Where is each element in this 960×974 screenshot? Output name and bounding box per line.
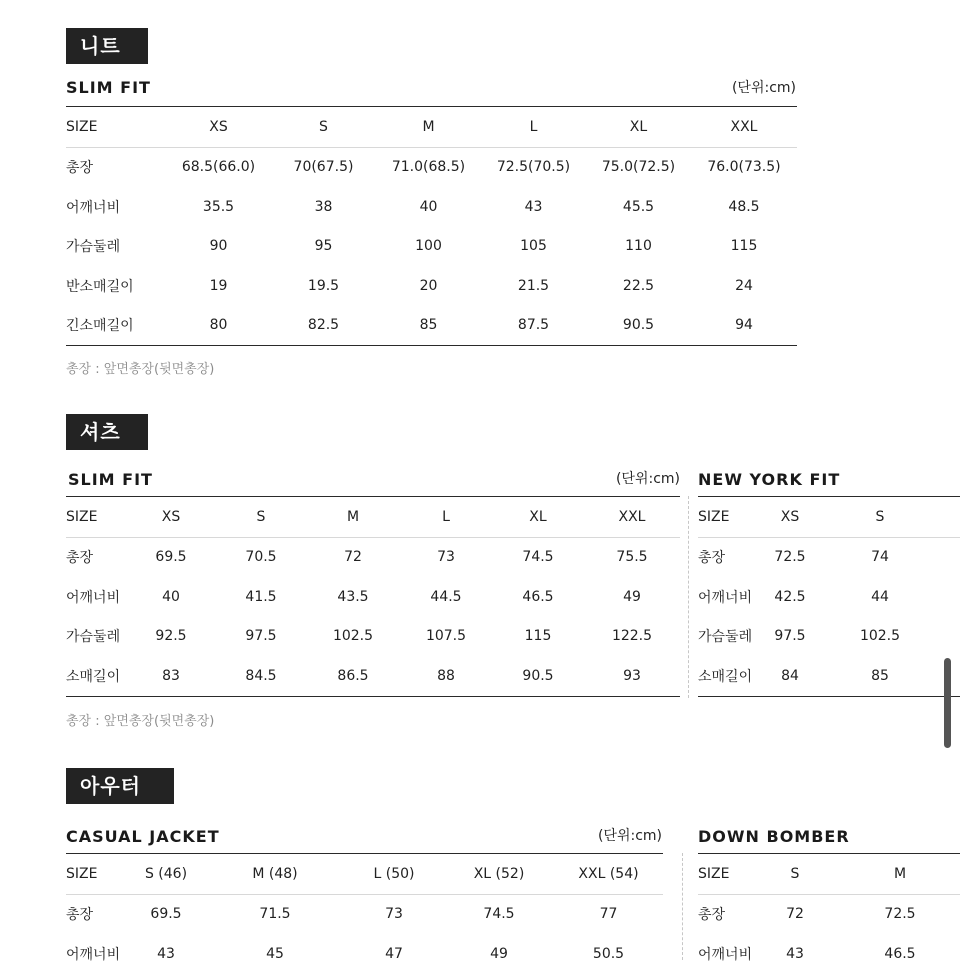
table-cell: 69.5 [155, 549, 187, 566]
table-cell: 43.5 [337, 588, 369, 605]
outer-casual-jacket-title: CASUAL JACKET [66, 827, 220, 846]
table-cell: 92.5 [155, 628, 187, 645]
header-cell: M [376, 107, 481, 148]
table-cell-partial [940, 617, 960, 657]
table-cell: 90 [209, 238, 228, 255]
header-cell: XS [166, 107, 271, 148]
header-cell: S [760, 854, 830, 895]
table-cell: 19 [209, 277, 228, 294]
table-cell: 35.5 [202, 198, 235, 215]
table-cell: 44 [871, 588, 889, 605]
knit-slim-fit-title: SLIM FIT [66, 78, 151, 97]
table-cell: 72 [344, 549, 362, 566]
row-label: 어깨너비 [66, 199, 121, 216]
row-label: 어깨너비 [66, 946, 121, 963]
table-cell: 72.5 [774, 549, 806, 566]
table-row [66, 187, 797, 227]
table-row [698, 934, 960, 974]
table-cell: 97.5 [774, 628, 806, 645]
table-cell-partial [940, 537, 960, 577]
table-cell: 88 [437, 667, 455, 684]
outer-down-bomber-title: DOWN BOMBER [698, 827, 850, 846]
table-cell: 84.5 [245, 667, 277, 684]
table-cell: 102.5 [332, 628, 374, 645]
table-cell: 73 [385, 906, 403, 923]
table-cell: 122.5 [611, 628, 653, 645]
row-label: 어깨너비 [698, 589, 753, 606]
header-cell: SIZE [698, 854, 760, 895]
table-cell: 21.5 [517, 277, 550, 294]
table-cell: 68.5(66.0) [181, 159, 256, 176]
table-cell: 48.5 [728, 198, 760, 215]
shirts-unit-label: (단위:cm) [615, 471, 680, 487]
header-cell: S [820, 497, 940, 538]
row-label: 총장 [698, 550, 726, 567]
table-header-row [66, 107, 797, 148]
table-cell: 44.5 [430, 588, 462, 605]
header-cell: L [481, 107, 586, 148]
header-cell: XL (52) [444, 854, 554, 895]
table-row [698, 656, 960, 696]
table-header-row [66, 854, 663, 895]
table-cell: 77 [599, 906, 618, 923]
table-cell: 80 [209, 317, 228, 334]
table-cell: 100 [415, 238, 442, 255]
header-cell: L [400, 497, 492, 538]
table-cell: 70(67.5) [293, 159, 354, 176]
table-cell: 43 [524, 198, 543, 215]
category-knit-label: 니트 [66, 28, 148, 64]
table-cell: 85 [419, 317, 438, 334]
table-cell: 38 [314, 198, 333, 215]
header-cell: M [830, 854, 960, 895]
outer-bomber-size-table [698, 853, 960, 974]
table-row [66, 227, 797, 267]
table-cell: 24 [735, 277, 753, 294]
shirts-slim-size-table [66, 496, 680, 697]
table-cell: 110 [625, 238, 652, 255]
table-cell: 85 [871, 667, 889, 684]
table-row [66, 306, 797, 346]
scrollbar-thumb[interactable] [944, 658, 951, 748]
knit-size-table [66, 106, 797, 346]
table-cell: 50.5 [592, 945, 625, 962]
row-label: 소매길이 [698, 668, 753, 685]
table-cell: 74.5 [483, 906, 515, 923]
table-cell: 107.5 [425, 628, 467, 645]
table-row [66, 617, 680, 657]
header-cell: S [271, 107, 376, 148]
outer-unit-label: (단위:cm) [597, 828, 662, 844]
header-cell: L (50) [344, 854, 444, 895]
table-cell: 46.5 [522, 588, 554, 605]
header-cell: XXL [584, 497, 680, 538]
table-cell: 42.5 [774, 588, 806, 605]
header-cell: SIZE [66, 107, 166, 148]
table-cell: 97.5 [245, 628, 277, 645]
category-shirts-label: 셔츠 [66, 414, 148, 450]
table-cell: 75.0(72.5) [601, 159, 676, 176]
table-cell: 45.5 [622, 198, 655, 215]
table-cell: 84 [781, 667, 799, 684]
header-cell: XXL [691, 107, 797, 148]
table-cell: 95 [314, 238, 333, 255]
table-cell: 70.5 [245, 549, 277, 566]
table-row [698, 577, 960, 617]
table-row [698, 617, 960, 657]
table-cell: 76.0(73.5) [707, 159, 781, 176]
table-row [698, 894, 960, 934]
row-label: 총장 [66, 907, 94, 924]
column-divider [688, 496, 689, 698]
table-cell: 94 [735, 317, 753, 334]
shirts-new-york-fit-title: NEW YORK FIT [698, 470, 841, 489]
header-cell: XL [492, 497, 584, 538]
table-cell: 90.5 [522, 667, 554, 684]
table-cell: 71.5 [259, 906, 291, 923]
category-outer-label: 아우터 [66, 768, 174, 804]
table-cell: 71.0(68.5) [391, 159, 466, 176]
table-header-row [698, 497, 960, 538]
table-cell: 73 [437, 549, 455, 566]
header-cell: SIZE [66, 854, 126, 895]
outer-casual-size-table [66, 853, 663, 974]
table-cell: 115 [524, 628, 552, 645]
table-cell: 87.5 [517, 317, 550, 334]
table-row [66, 577, 680, 617]
table-cell: 72.5 [884, 906, 916, 923]
column-divider [682, 853, 683, 960]
table-cell: 43 [786, 945, 804, 962]
knit-unit-label: (단위:cm) [731, 80, 796, 96]
table-row [66, 656, 680, 696]
row-label: 총장 [66, 160, 94, 177]
table-cell: 93 [623, 667, 641, 684]
table-cell: 43 [157, 945, 175, 962]
table-row [66, 894, 663, 934]
table-cell: 46.5 [884, 945, 916, 962]
table-cell: 49 [623, 588, 641, 605]
header-cell: M [306, 497, 400, 538]
table-cell: 75.5 [616, 549, 648, 566]
table-cell: 72.5(70.5) [496, 159, 571, 176]
row-label: 가슴둘레 [66, 239, 121, 256]
row-label: 총장 [698, 907, 726, 924]
table-cell: 72 [786, 906, 804, 923]
header-cell: XL [586, 107, 691, 148]
table-row [66, 537, 680, 577]
table-cell: 40 [162, 588, 180, 605]
table-cell: 45 [266, 945, 284, 962]
header-cell: SIZE [698, 497, 760, 538]
table-cell: 82.5 [307, 317, 340, 334]
header-cell: SIZE [66, 497, 126, 538]
table-cell: 102.5 [859, 628, 901, 645]
header-cell: S [216, 497, 306, 538]
shirts-length-note: 총장 : 앞면총장(뒷면총장) [66, 714, 215, 729]
table-cell: 83 [162, 667, 180, 684]
table-cell: 74.5 [522, 549, 554, 566]
table-cell: 49 [490, 945, 508, 962]
row-label: 반소매길이 [66, 278, 134, 295]
table-header-row [66, 497, 680, 538]
row-label: 어깨너비 [66, 589, 121, 606]
row-label: 어깨너비 [698, 946, 753, 963]
row-label: 소매길이 [66, 668, 121, 685]
table-row [698, 537, 960, 577]
knit-length-note: 총장 : 앞면총장(뒷면총장) [66, 362, 215, 377]
header-cell-partial [940, 497, 960, 538]
table-header-row [698, 854, 960, 895]
table-cell: 22.5 [622, 277, 655, 294]
table-cell: 20 [419, 277, 438, 294]
table-cell: 86.5 [337, 667, 369, 684]
table-cell: 115 [730, 238, 758, 255]
shirts-newyork-size-table [698, 496, 960, 697]
header-cell: XS [760, 497, 820, 538]
table-row [66, 147, 797, 187]
table-cell: 41.5 [245, 588, 277, 605]
table-cell: 105 [520, 238, 547, 255]
table-row [66, 934, 663, 974]
table-cell: 40 [419, 198, 438, 215]
row-label: 가슴둘레 [698, 629, 753, 646]
table-cell: 69.5 [150, 906, 182, 923]
header-cell: XXL (54) [554, 854, 663, 895]
row-label: 긴소매길이 [66, 318, 134, 335]
shirts-slim-fit-title: SLIM FIT [68, 470, 153, 489]
table-cell: 90.5 [622, 317, 655, 334]
header-cell: XS [126, 497, 216, 538]
table-cell: 74 [871, 549, 889, 566]
row-label: 가슴둘레 [66, 629, 121, 646]
table-cell-partial [940, 577, 960, 617]
row-label: 총장 [66, 550, 94, 567]
table-cell: 19.5 [307, 277, 340, 294]
table-row [66, 266, 797, 306]
table-cell: 47 [385, 945, 403, 962]
header-cell: M (48) [206, 854, 344, 895]
header-cell: S (46) [126, 854, 206, 895]
